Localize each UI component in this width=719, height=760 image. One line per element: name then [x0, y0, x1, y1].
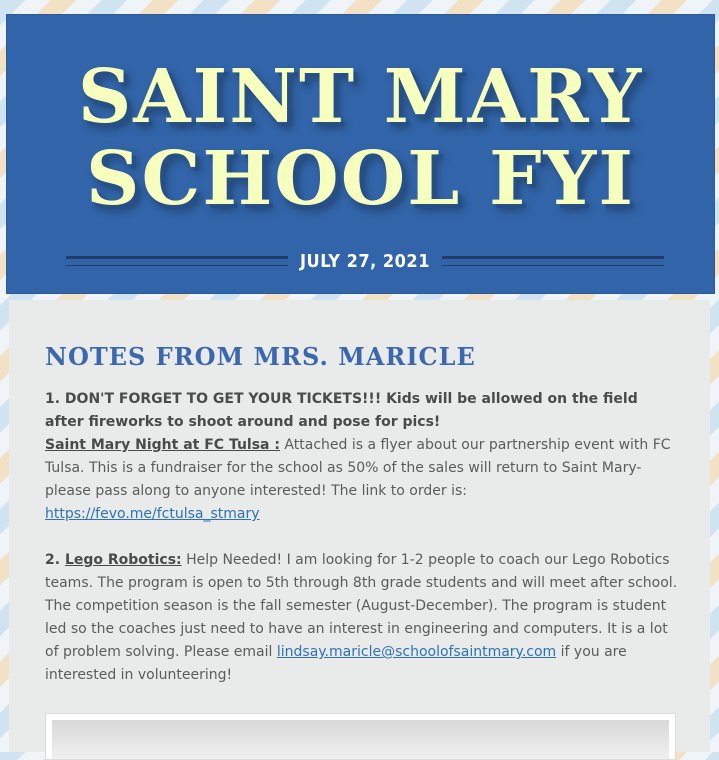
note-item-1 — [45, 388, 678, 526]
paragraph-spacer — [45, 526, 678, 549]
date-row — [66, 246, 664, 276]
newsletter-title-line1: SAINT MARY — [77, 54, 644, 140]
newsletter-header — [6, 14, 715, 294]
newsletter-title-line2: SCHOOL FYI — [86, 136, 635, 222]
ticket-order-link[interactable]: https://fevo.me/fctulsa_stmary — [45, 506, 260, 522]
contact-email-link[interactable]: lindsay.maricle@schoolofsaintmary.com — [276, 644, 557, 660]
section-title: NOTES FROM MRS. MARICLE — [45, 342, 476, 371]
notes-body — [45, 388, 678, 687]
event-description: Attached is a flyer about our partnership event with FC Tulsa. This is a fundraiser for the school as 50% of the sales will return to Saint Mary- please pass along to anyone interested! The link to order is: — [45, 437, 671, 499]
tickets-reminder: 1. DON'T FORGET TO GET YOUR TICKETS!!! Kids will be allowed on the field after fireworks to shoot around and pose for pics! — [45, 391, 638, 430]
robotics-description: Help Needed! I am looking for 1-2 people to coach our Lego Robotics teams. The program is open to 5th through 8th grade students and will meet after school. The competition season is the fall semester (August-December). The program is student led so the coaches just need to have an interest in engineering and computers. It is a lot of problem solving. Please email — [45, 552, 678, 660]
robotics-label: Lego Robotics: — [64, 552, 182, 568]
robotics-tail: if you are interested in volunteering! — [45, 644, 627, 683]
flyer-image — [52, 720, 669, 759]
left-rule-divider — [66, 256, 288, 266]
event-label: Saint Mary Night at FC Tulsa : — [45, 437, 280, 453]
item-number: 2. — [45, 552, 65, 568]
flyer-image-frame — [45, 713, 676, 760]
content-panel — [9, 300, 710, 752]
note-item-2 — [45, 549, 678, 687]
right-rule-divider — [442, 256, 664, 266]
issue-date: JULY 27, 2021 — [300, 250, 430, 272]
